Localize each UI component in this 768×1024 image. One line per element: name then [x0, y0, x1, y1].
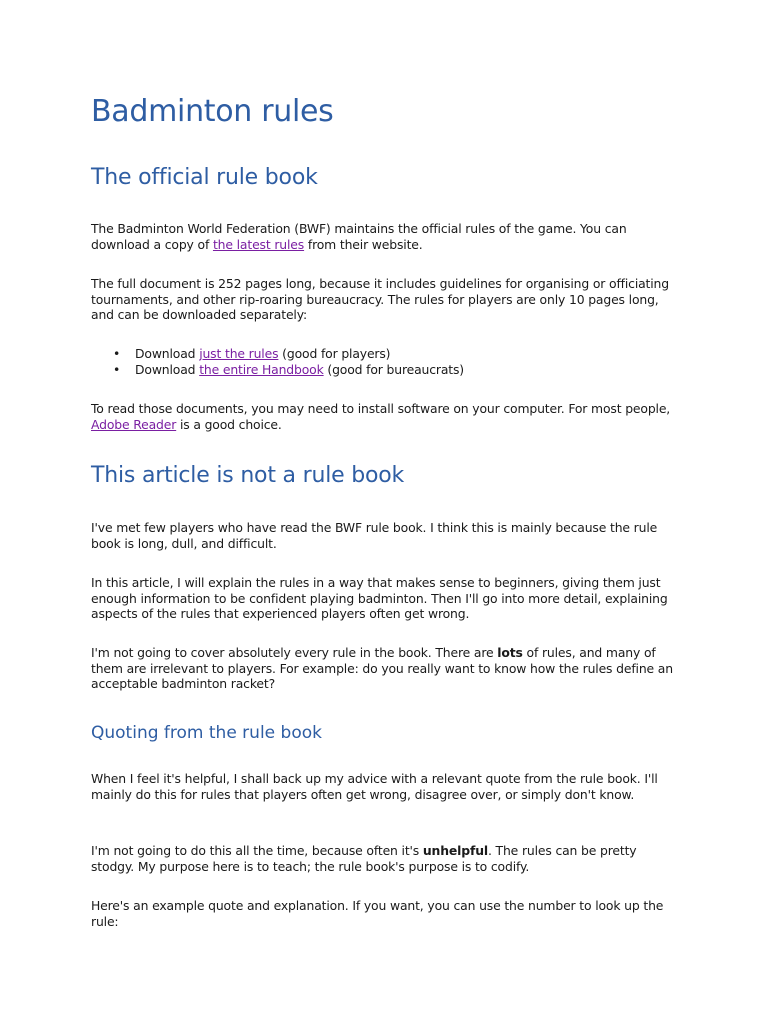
- paragraph-text: . The rules can be pretty stodgy. My purpose here is to teach; the rule book's purpose is to codify.: [91, 843, 637, 874]
- bullet: •: [113, 361, 121, 377]
- paragraph-text: from their website.: [304, 236, 423, 252]
- list-item-text: (good for bureaucrats): [323, 361, 464, 377]
- latest-rules-link[interactable]: the latest rules: [212, 236, 305, 252]
- download-list: [91, 346, 464, 377]
- just-the-rules-link[interactable]: just the rules: [199, 346, 279, 361]
- paragraph-text: of rules, and many of them are irrelevant to players. For example: do you really want to know how the rules define an acceptable badminton racket?: [91, 645, 673, 692]
- section-heading-not-a-rule-book: This article is not a rule book: [91, 463, 405, 488]
- paragraph-few-players: I've met few players who have read the BWF rule book. I think this is mainly because the rule book is long, dull, and difficult.: [91, 520, 658, 551]
- paragraph-text: I'm not going to cover absolutely every rule in the book. There are: [91, 645, 498, 660]
- paragraph-example-quote: Here's an example quote and explanation. If you want, you can use the number to look up the rule:: [91, 898, 664, 929]
- page-title: Badminton rules: [91, 94, 334, 129]
- paragraph-adobe-reader: [91, 401, 681, 432]
- list-item: [91, 346, 464, 362]
- paragraph-quote-advice: When I feel it's helpful, I shall back up my advice with a relevant quote from the rule book. I'll mainly do this for rules that players often get wrong, disagree over, or simply don't know.: [91, 771, 658, 802]
- list-item-text: Download: [135, 346, 200, 361]
- list-item-text: Download: [135, 361, 200, 377]
- adobe-reader-link[interactable]: Adobe Reader: [91, 416, 177, 432]
- bold-text: unhelpful: [422, 843, 488, 858]
- entire-handbook-link[interactable]: the entire Handbook: [199, 361, 324, 377]
- paragraph-text: is a good choice.: [176, 416, 282, 432]
- bold-text: lots: [497, 645, 523, 660]
- paragraph-not-every-rule: [91, 645, 681, 692]
- subsection-heading-quoting: Quoting from the rule book: [91, 723, 322, 743]
- paragraph-full-document: The full document is 252 pages long, because it includes guidelines for organising or officiating tournaments, and other rip-roaring bureaucracy. The rules for players are only 10 pages long, and can be downloaded separately:: [91, 276, 669, 323]
- paragraph-explain-rules: In this article, I will explain the rules in a way that makes sense to beginners, giving them just enough information to be confident playing badminton. Then I'll go into more detail, explaining aspects of the rules that experienced players often get wrong.: [91, 575, 668, 622]
- paragraph-unhelpful: [91, 843, 681, 874]
- paragraph-text: To read those documents, you may need to install software on your computer. For most people,: [91, 401, 671, 416]
- paragraph-text: The Badminton World Federation (BWF) maintains the official rules of the game. You can download a copy of: [91, 221, 627, 252]
- list-item-text: (good for players): [278, 346, 391, 361]
- paragraph-bwf-intro: [91, 221, 681, 252]
- bullet: •: [113, 346, 121, 361]
- list-item: [91, 362, 464, 378]
- paragraph-text: I'm not going to do this all the time, because often it's: [91, 843, 423, 858]
- section-heading-official-rule-book: The official rule book: [91, 165, 318, 190]
